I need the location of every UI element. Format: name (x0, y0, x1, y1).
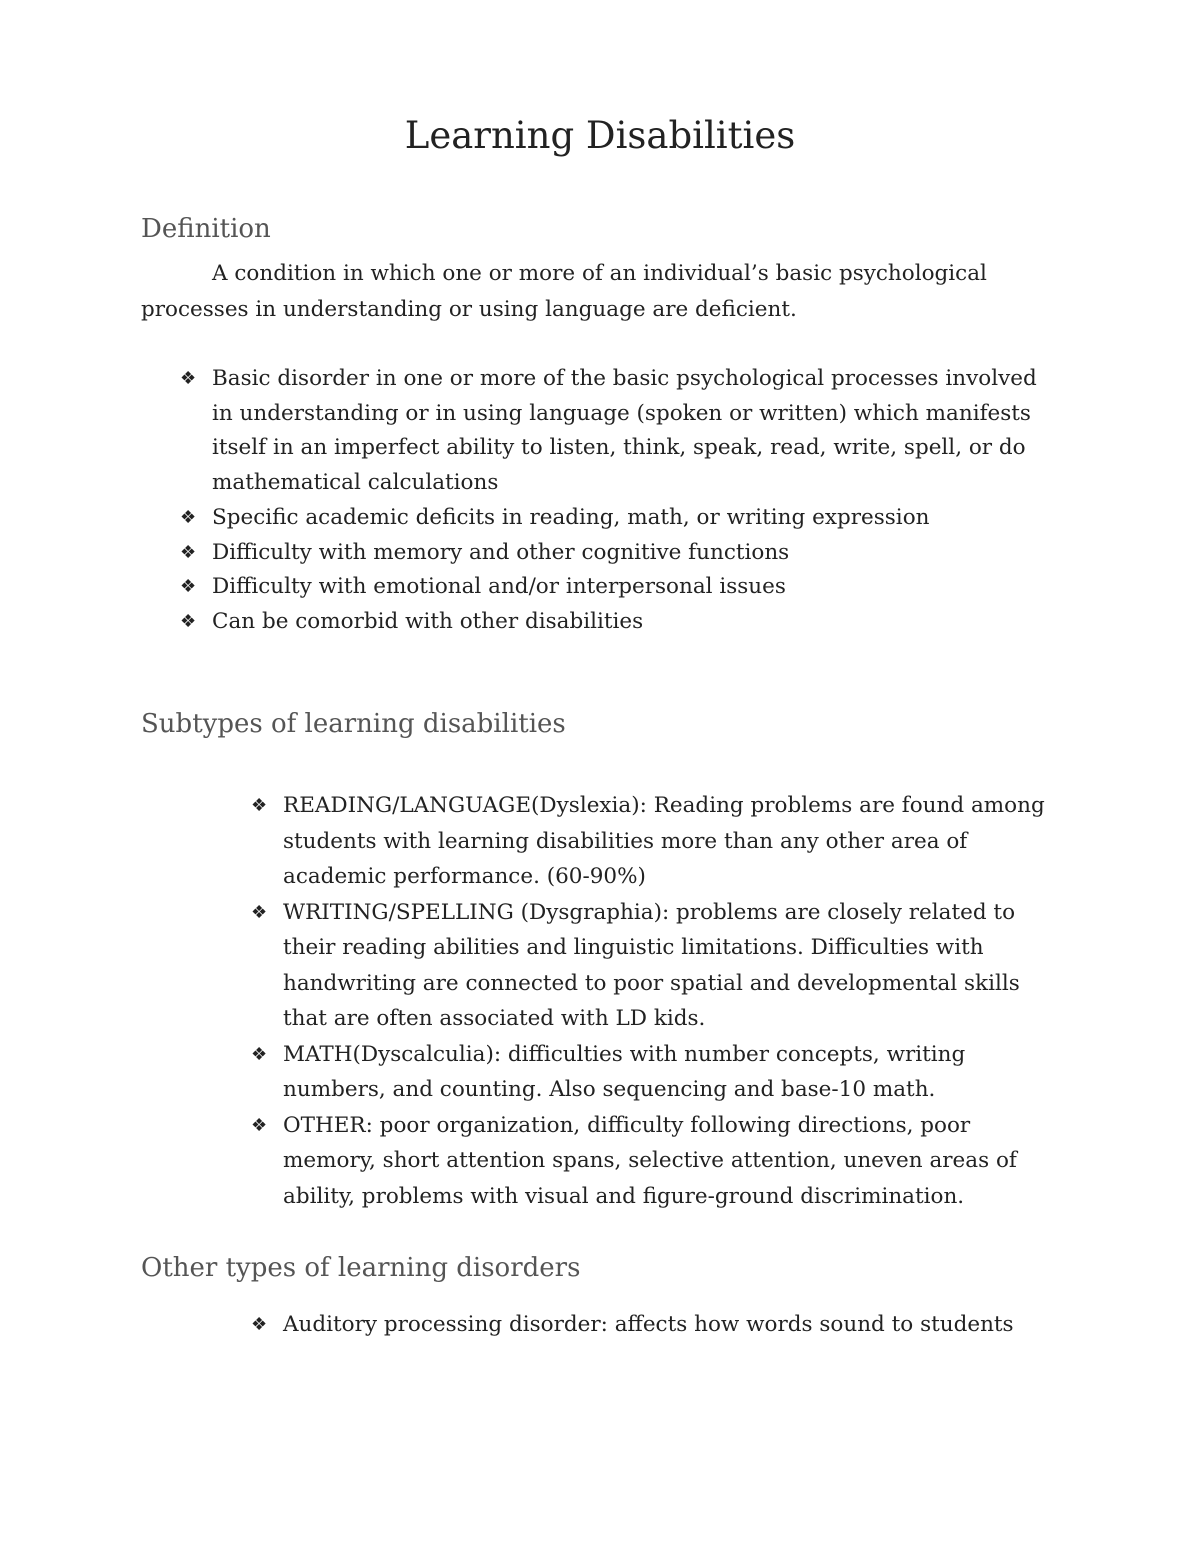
list-item (251, 1308, 1053, 1343)
list-item-text: Specific academic deficits in reading, math, or writing expression (212, 504, 930, 530)
diamond-bullet-icon: ❖ (251, 1043, 268, 1065)
list-item-text: OTHER: poor organization, difficulty following directions, poor memory, short attention spans, selective attention, uneven areas of ability, problems with visual and figure-ground discrimination. (283, 1112, 1017, 1209)
diamond-bullet-icon: ❖ (251, 1114, 268, 1136)
list-item-text: READING/LANGUAGE(Dyslexia): Reading problems are found among students with learning disabilities more than any other area of academic performance. (60-90%) (283, 793, 1045, 889)
list-item (180, 362, 1042, 501)
list-item (251, 1037, 1053, 1108)
list-item (251, 1108, 1053, 1215)
diamond-bullet-icon: ❖ (180, 506, 197, 528)
list-item (180, 605, 1042, 640)
definition-bullet-list (180, 362, 1042, 640)
other-types-bullet-list (251, 1308, 1053, 1343)
list-item (251, 895, 1053, 1037)
diamond-bullet-icon: ❖ (251, 795, 268, 816)
diamond-bullet-icon: ❖ (180, 368, 197, 389)
list-item (251, 788, 1053, 895)
subtypes-bullet-list (251, 788, 1053, 1214)
list-item-text: MATH(Dyscalculia): difficulties with number concepts, writing numbers, and counting. Also sequencing and base-10 math. (283, 1041, 966, 1102)
diamond-bullet-icon: ❖ (251, 1314, 268, 1335)
list-item-text: Can be comorbid with other disabilities (212, 608, 644, 634)
diamond-bullet-icon: ❖ (180, 610, 197, 632)
diamond-bullet-icon: ❖ (251, 901, 268, 923)
list-item-text: Basic disorder in one or more of the basic psychological processes involved in understanding or in using language (spoken or written) which manifests itself in an imperfect ability to listen, think, speak, read, write, spell, or do mathematical calculations (212, 366, 1037, 496)
list-item-text: Difficulty with emotional and/or interpersonal issues (212, 574, 786, 600)
list-item-text: Auditory processing disorder: affects how words sound to students (283, 1312, 1014, 1337)
diamond-bullet-icon: ❖ (180, 541, 197, 563)
subtypes-heading: Subtypes of learning disabilities (141, 709, 566, 739)
definition-heading: Definition (141, 214, 271, 244)
list-item (180, 501, 1042, 536)
list-item (180, 570, 1042, 605)
document-title: Learning Disabilities (404, 114, 796, 157)
diamond-bullet-icon: ❖ (180, 576, 197, 598)
list-item-text: Difficulty with memory and other cognitive functions (212, 539, 790, 565)
definition-paragraph: A condition in which one or more of an individual’s basic psychological processes in understanding or using language are deficient. (141, 261, 987, 322)
list-item-text: WRITING/SPELLING (Dysgraphia): problems are closely related to their reading abilities and linguistic limitations. Difficulties with handwriting are connected to poor spatial and developmental skills that are often associated with LD kids. (283, 899, 1020, 1031)
other-types-heading: Other types of learning disorders (141, 1253, 581, 1283)
list-item (180, 536, 1042, 571)
